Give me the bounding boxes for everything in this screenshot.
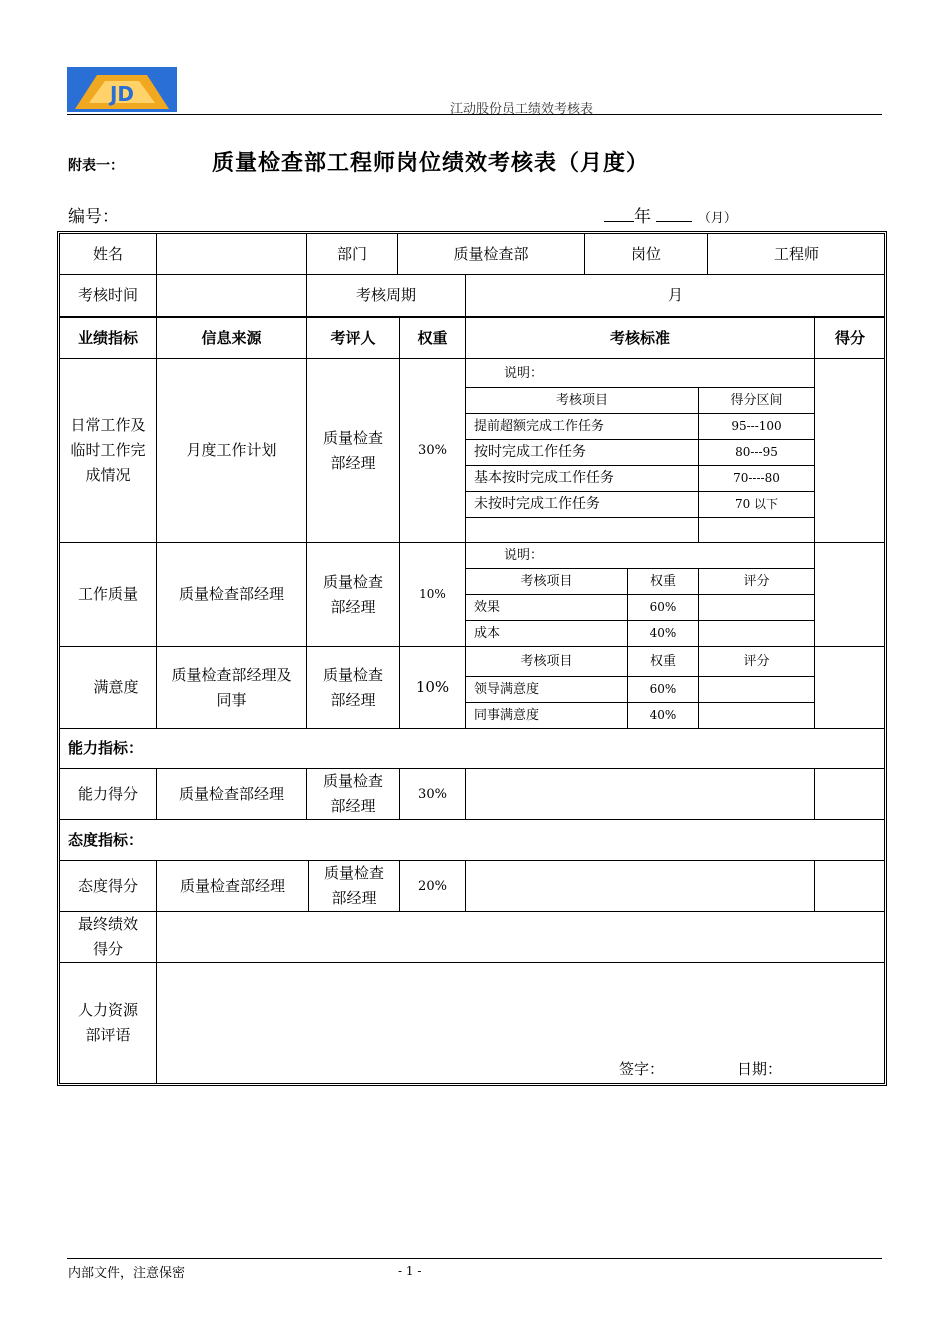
- col-source: 信息来源: [201, 328, 262, 347]
- dept-value: 质量检查部: [453, 244, 529, 263]
- col-indicator: 业绩指标: [77, 328, 138, 347]
- daily-item-range: 95---100: [731, 419, 782, 433]
- name-label: 姓名: [92, 244, 123, 263]
- satisfaction-evaluator: 质量检查部经理: [322, 665, 383, 709]
- sign-label: 签字：: [619, 1060, 665, 1078]
- dept-label: 部门: [336, 244, 367, 263]
- daily-note: 说明：: [504, 365, 544, 381]
- col-score: 得分: [834, 328, 865, 347]
- attitude-source: 质量检查部经理: [179, 876, 285, 895]
- quality-item-weight: 60%: [649, 600, 677, 614]
- attitude-evaluator: 质量检查部经理: [323, 864, 384, 907]
- month-blank[interactable]: [656, 205, 692, 222]
- grid-line: [465, 517, 814, 518]
- satisfaction-item-name: 同事满意度: [474, 708, 540, 723]
- footer-note: 内部文件，注意保密: [68, 1266, 186, 1281]
- daily-item-name: 提前超额完成工作任务: [474, 419, 605, 434]
- period-label: 考核周期: [355, 286, 416, 304]
- attitude-score[interactable]: [815, 861, 885, 911]
- satisfaction-weight-header: 权重: [649, 654, 676, 669]
- form-title: 质量检查部工程师岗位绩效考核表（月度）: [212, 150, 650, 176]
- quality-item-rating[interactable]: [699, 621, 814, 646]
- hr-comment-input[interactable]: [157, 963, 885, 1053]
- final-score-label: 最终绩效得分: [77, 915, 138, 958]
- col-evaluator: 考评人: [330, 328, 376, 347]
- footer-divider: [67, 1258, 882, 1259]
- month-label: （月）: [697, 211, 737, 226]
- satisfaction-item-name: 领导满意度: [474, 682, 540, 697]
- daily-item-name: 按时完成工作任务: [474, 444, 586, 460]
- header-doc-title: 江动股份员工绩效考核表: [450, 102, 594, 117]
- daily-item-range: 80---95: [735, 445, 778, 459]
- hr-comment-label: 人力资源部评语: [77, 1001, 138, 1044]
- daily-range-header: 得分区间: [730, 393, 783, 408]
- daily-indicator: 日常工作及临时工作完成情况: [70, 416, 146, 484]
- attitude-standard[interactable]: [466, 861, 814, 911]
- satisfaction-weight: 10%: [415, 678, 450, 696]
- quality-indicator: 工作质量: [77, 585, 138, 603]
- time-input[interactable]: [157, 275, 306, 316]
- quality-weight: 10%: [419, 587, 446, 601]
- ability-evaluator: 质量检查部经理: [322, 772, 383, 815]
- time-label: 考核时间: [77, 286, 138, 304]
- quality-rating-header: 评分: [743, 574, 770, 589]
- satisfaction-indicator: 满意度: [93, 678, 139, 696]
- daily-item-name: 基本按时完成工作任务: [474, 470, 614, 486]
- satisfaction-item-header: 考核项目: [520, 654, 573, 669]
- position-label: 岗位: [630, 244, 661, 263]
- daily-item-header: 考核项目: [555, 393, 608, 408]
- date-label: 日期：: [737, 1060, 783, 1078]
- daily-item-name: 未按时完成工作任务: [474, 496, 600, 512]
- ability-score[interactable]: [815, 769, 885, 819]
- quality-item-rating[interactable]: [699, 595, 814, 620]
- quality-score[interactable]: [815, 543, 885, 646]
- satisfaction-score[interactable]: [815, 647, 885, 728]
- satisfaction-rating-header: 评分: [743, 654, 770, 669]
- page-number: - 1 -: [398, 1264, 422, 1278]
- attitude-section-title: 态度指标：: [68, 830, 144, 849]
- ability-section-title: 能力指标：: [68, 739, 144, 757]
- name-input[interactable]: [157, 234, 306, 274]
- period-value: 月: [667, 286, 683, 304]
- daily-weight: 30%: [418, 443, 447, 458]
- quality-item-name: 成本: [474, 626, 501, 641]
- quality-item-header: 考核项目: [520, 574, 573, 589]
- number-label: 编号：: [68, 207, 119, 227]
- quality-item-weight: 40%: [649, 626, 677, 640]
- ability-indicator: 能力得分: [77, 784, 138, 803]
- attitude-indicator: 态度得分: [77, 876, 138, 895]
- position-value: 工程师: [773, 244, 819, 263]
- satisfaction-item-rating[interactable]: [699, 703, 814, 728]
- daily-source: 月度工作计划: [186, 441, 277, 459]
- header-divider: [67, 114, 882, 115]
- col-weight: 权重: [417, 328, 448, 347]
- daily-score[interactable]: [815, 359, 885, 542]
- year-month-field: [604, 202, 737, 227]
- satisfaction-item-weight: 60%: [649, 682, 677, 696]
- appendix-label: 附表一：: [68, 158, 124, 174]
- quality-item-name: 效果: [474, 600, 501, 615]
- quality-weight-header: 权重: [649, 574, 676, 589]
- daily-item-range: 70 以下: [734, 497, 779, 511]
- company-logo: [67, 67, 177, 112]
- year-label: 年: [634, 207, 651, 227]
- ability-standard[interactable]: [466, 769, 814, 819]
- col-standard: 考核标准: [609, 328, 670, 347]
- ability-source: 质量检查部经理: [178, 784, 284, 803]
- daily-item-range: 70----80: [733, 471, 780, 485]
- satisfaction-source: 质量检查部经理及同事: [171, 665, 292, 709]
- year-blank[interactable]: [604, 205, 634, 222]
- svg-text:JD: JD: [109, 82, 135, 106]
- quality-note: 说明：: [504, 548, 544, 563]
- daily-evaluator: 质量检查部经理: [322, 428, 383, 472]
- final-score-input[interactable]: [157, 912, 885, 962]
- quality-evaluator: 质量检查部经理: [322, 572, 383, 616]
- satisfaction-item-weight: 40%: [649, 708, 677, 722]
- quality-source: 质量检查部经理: [178, 585, 284, 603]
- attitude-weight: 20%: [418, 878, 447, 894]
- satisfaction-item-rating[interactable]: [699, 677, 814, 702]
- ability-weight: 30%: [418, 786, 447, 802]
